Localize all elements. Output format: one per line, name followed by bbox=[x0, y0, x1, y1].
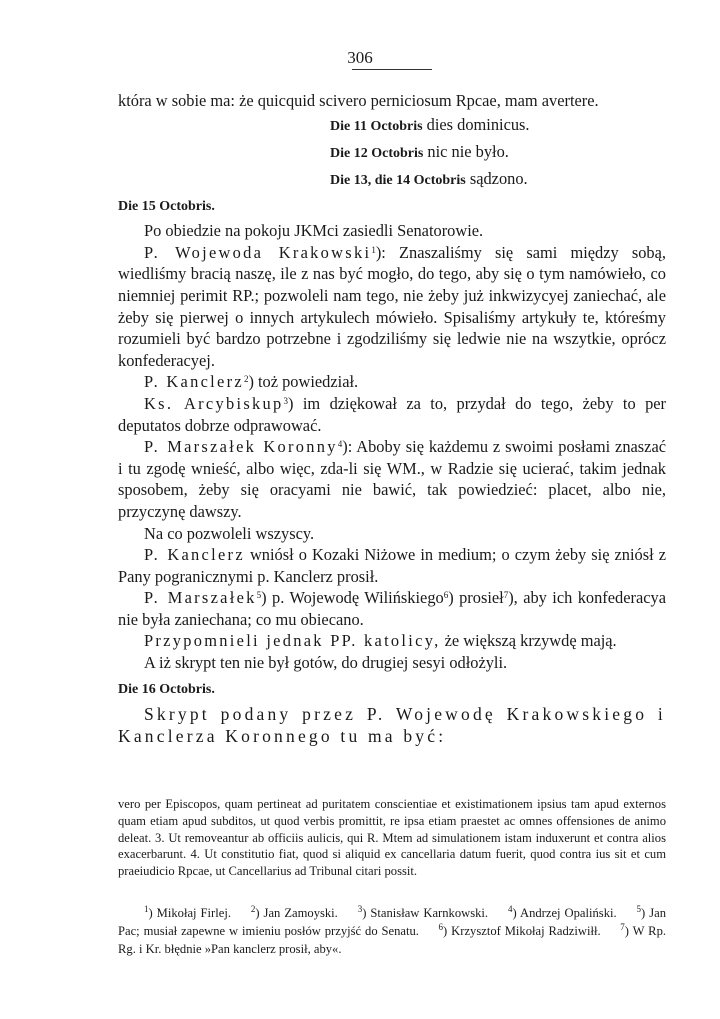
footnote-text: ) Jan Pac; musiał zapewne w imieniu posłów przyjść do Senatu. bbox=[118, 906, 667, 938]
heading-die-15: Die 15 Octobris. bbox=[118, 198, 215, 214]
page-number-rule bbox=[352, 69, 432, 70]
paragraph-skrypt-deferred: A iż skrypt ten nie był gotów, do drugiej sesyi odłożyli. bbox=[144, 653, 508, 673]
footnote-1 bbox=[118, 906, 231, 920]
speech-text: ) toż powiedział. bbox=[248, 372, 359, 392]
speech-text: że większą krzywdę mają. bbox=[440, 631, 617, 651]
date-entry-11 bbox=[330, 112, 666, 139]
footnote-number: 6 bbox=[438, 922, 444, 932]
paragraph-marszalek bbox=[118, 436, 666, 522]
date-text: sądzono. bbox=[465, 168, 528, 188]
speaker-name: P. Wojewoda Krakowski bbox=[144, 242, 372, 262]
date-label: Die 12 Octobris bbox=[330, 145, 424, 161]
footnote-ref: 1 bbox=[371, 244, 376, 255]
footnote-number: 3 bbox=[357, 904, 363, 914]
latin-note bbox=[118, 796, 666, 880]
footnote-number: 1 bbox=[144, 904, 149, 914]
main-text bbox=[118, 90, 666, 747]
paragraph-wojewoda bbox=[118, 242, 666, 372]
speech-text: ) p. Wojewodę Wilińskiego bbox=[261, 588, 444, 608]
speaker-name: P. Kanclerz bbox=[144, 372, 244, 392]
footnote-3 bbox=[358, 906, 488, 920]
latin-note-text: vero per Episcopos, quam pertineat ad puritatem conscientiae et existimationem ipsius tam apud externos quam etiam apud subditos, ut quod verbis promittit, re ipsa etiam praestet ac omnes offensiones de animo deleat. 3. Ut removeantur ab officiis aulicis, qui R. Mtem ad simulationem istam induxerunt et contra alios exacerbarunt. 4. Ut constitutio fiat, quod si aliquid ex cancellaria datum fuerit, quod contra ius sit et cum praeiudicio Rpcae, ut Cancellarius ad Tribunal citari possit. bbox=[118, 797, 666, 879]
speaker-name: P. Marszałek bbox=[144, 588, 257, 608]
speech-text: ): Aboby się każdemu z swoimi posłami znaszać i tu zgodę wnieść, albo więc, zda-li się WM., w Radzie się ucierać, takim jednak sposobem, żeby się oracyami nie bawić, tak powiedzieć: placet, albo nie, przyczynę dawszy. bbox=[118, 437, 667, 521]
speaker-name: P. Marszałek Koronny bbox=[144, 437, 338, 457]
footnote-ref: 6 bbox=[443, 590, 449, 601]
date-entry-12 bbox=[330, 139, 666, 166]
speech-text: wniósł o Kozaki Niżowe in medium; o czym żeby się zniósł z Pany pogranicznymi p. Kanclerz prosił. bbox=[118, 545, 666, 586]
paragraph-continuation: która w sobie ma: że quicquid scivero perniciosum Rpcae, mam avertere. bbox=[118, 91, 599, 110]
footnote-number: 7 bbox=[620, 922, 625, 932]
page-number: 306 bbox=[347, 48, 373, 67]
footnote-number: 4 bbox=[508, 904, 513, 914]
footnote-4 bbox=[508, 906, 617, 920]
footnote-text: ) W Rp. Rg. i Kr. błędnie »Pan kanclerz prosił, aby«. bbox=[118, 924, 667, 956]
date-entry-13-14 bbox=[330, 166, 666, 193]
heading-die-16: Die 16 Octobris. bbox=[118, 681, 215, 697]
paragraph-kozaki bbox=[118, 544, 666, 587]
date-text: dies dominicus. bbox=[422, 114, 530, 134]
spaced-text: Przypomnieli jednak PP. katolicy, bbox=[144, 631, 441, 651]
date-label: Die 13, die 14 Octobris bbox=[330, 172, 466, 188]
footnote-ref: 5 bbox=[256, 590, 262, 601]
paragraph-konfederacya bbox=[118, 587, 666, 630]
date-text: nic nie było. bbox=[423, 141, 509, 161]
speech-text: ), aby ich konfederacya nie była zaniechana; co mu obiecano. bbox=[118, 588, 666, 629]
paragraph-skrypt-intro: Skrypt podany przez P. Wojewodę Krakowskiego i Kanclerza Koronnego tu ma być: bbox=[118, 704, 666, 747]
footnote-number: 2 bbox=[250, 904, 256, 914]
speaker-name: Ks. Arcybiskup bbox=[144, 393, 284, 413]
footnote-number: 5 bbox=[636, 904, 642, 914]
footnote-list bbox=[118, 904, 666, 958]
paragraph-senate: Po obiedzie na pokoju JKMci zasiedli Senatorowie. bbox=[144, 221, 484, 241]
footnotes bbox=[118, 904, 666, 958]
speech-text: ): Znaszaliśmy się sami między sobą, wiedliśmy bracią naszę, ile z nas być mogło, do tego, aby się o tym namówieło, co niemniej perimit RP.; pozwoleli nam tego, nie żeby już inkwizycyej zaniechać, ale żeby się pierwej o innych artykulech mówieło. Spisaliśmy artykuły te, któreśmy rozumieli być bardzo potrzebne i zgodziliśmy się ledwie nie na wszytkie, oprócz konfederacyej. bbox=[118, 242, 666, 370]
footnote-text: ) Jan Zamoyski. bbox=[255, 906, 338, 920]
footnote-2 bbox=[251, 906, 338, 920]
speech-text: ) prosieł bbox=[448, 588, 504, 608]
footnote-ref: 2 bbox=[243, 374, 249, 385]
paragraph-consent: Na co pozwoleli wszyscy. bbox=[144, 523, 315, 543]
footnote-ref: 7 bbox=[503, 590, 509, 601]
footnote-6 bbox=[439, 924, 601, 938]
footnote-ref: 3 bbox=[283, 395, 288, 406]
speaker-name: P. Kanclerz bbox=[144, 545, 245, 565]
footnote-text: ) Andrzej Opaliński. bbox=[512, 906, 617, 920]
paragraph-katolicy bbox=[118, 630, 666, 652]
footnote-text: ) Stanisław Karnkowski. bbox=[362, 906, 489, 920]
date-entries bbox=[118, 112, 666, 193]
date-label: Die 11 Octobris bbox=[330, 118, 423, 134]
paragraph-kanclerz bbox=[118, 371, 666, 393]
footnote-ref: 4 bbox=[337, 439, 343, 450]
footnote-text: ) Mikołaj Firlej. bbox=[148, 906, 231, 920]
footnote-text: ) Krzysztof Mikołaj Radziwiłł. bbox=[443, 924, 601, 938]
speech-text: ) im dziękował za to, przydał do tego, żeby to per deputatos dobrze odprawować. bbox=[118, 393, 667, 435]
paragraph-arcybiskup bbox=[118, 393, 666, 436]
